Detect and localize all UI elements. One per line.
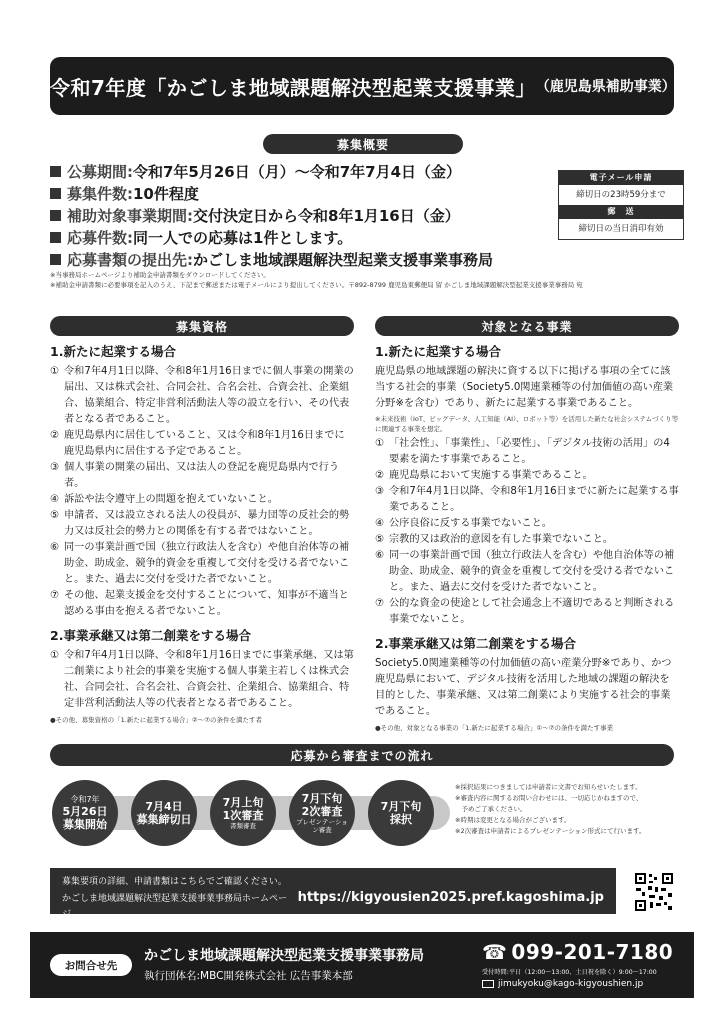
title-banner [50,57,674,115]
square-bullet-icon [50,232,61,243]
step-date: 7月下旬 [380,800,422,813]
flow-notes [455,782,685,837]
phone-text: 099-201-7180 [511,940,674,964]
list-item [50,492,354,508]
info-text: 募集要項の詳細、申請書類はこちらでご確認ください。 [62,877,287,887]
step-detail: 書類審査 [230,822,256,830]
item-number: ⑥ [375,550,385,561]
item-text: 宗教的又は政治的意図を有した事業でないこと。 [389,534,614,545]
step-label: 採択 [390,813,412,826]
item-number: ④ [50,494,60,505]
target-section1-title: 1.新たに起業する場合 [375,344,501,359]
flow-note: ※審査内容に関するお問い合わせには、一切応じかねますので、 [455,794,643,802]
item-number: ① [50,650,60,661]
square-bullet-icon [50,188,61,199]
target-section2-title: 2.事業承継又は第二創業をする場合 [375,636,576,651]
step-date: 5月26日 [62,805,108,818]
flow-heading: 応募から審査までの流れ [50,744,674,766]
target-intro: 鹿児島県の地域課題の解決に資する以下に掲げる事項の全てに該当する社会的事業（Society5.0関連業種等の付加価値の高い産業分野※を含む）であり、新たに起業する事業であること。 [375,366,674,409]
target-footnote: ※未来技術（IoT、ビッグデータ、人工知能（AI）、ロボット等）を活用した新たな社会システムづくり等に関連する事業を想定。 [375,415,679,433]
list-item [375,548,679,596]
list-item [50,364,354,428]
mail-deadline: 締切日の当日消印有効 [578,224,664,234]
target-heading: 対象となる事業 [375,316,679,336]
target-section [375,340,679,732]
overview-value: 同一人での応募は1件とします。 [133,228,353,247]
item-text: 同一の事業計画で国（独立行政法人を含む）や他自治体等の補助金、助成金、競争的資金を重複して交付を受ける者でないこと。また、過去に交付を受けた者でないこと。 [389,550,675,593]
page-subtitle: （鹿児島県補助事業） [535,79,676,95]
overview-line [50,248,674,270]
overview-value: 交付決定日から令和8年1月16日（金） [193,206,460,225]
square-bullet-icon [50,210,61,221]
flow-step [368,780,434,846]
overview-label: 応募件数: [67,228,133,247]
item-number: ④ [375,518,385,529]
item-text: 申請者、又は設立される法人の役員が、暴力団等の反社会的勢力又は反社会的勢力との関係を有する者ではないこと。 [64,510,350,537]
list-item [375,484,679,516]
step-date: 7月上旬 [222,796,264,809]
flow-note: ※2次審査は申請者によるプレゼンテーション形式にて行います。 [455,827,646,835]
step-date: 7月4日 [145,800,183,813]
eligibility-heading: 募集資格 [50,316,354,336]
step-label: 2次審査 [301,805,343,818]
step-date: 7月下旬 [301,792,343,805]
flow-note: 予めご了承ください。 [455,805,527,813]
item-number: ② [375,470,385,481]
overview-note: ※補助金申請書類に必要事項を記入のうえ、下記まで郵送または電子メールにより提出してください。〒892-8799 鹿児島東郵便局 留 かごしま地域課題解決型起業支援事業事務局 宛 [50,281,583,289]
overview-note: ※当事務局ホームページより補助金申請書類をダウンロードしてください。 [50,271,270,279]
square-bullet-icon [50,254,61,265]
item-text: 同一の事業計画で国（独立行政法人を含む）や他自治体等の補助金、助成金、競争的資金を重複して交付を受ける者でないこと。また、過去に交付を受けた者でないこと。 [64,542,350,585]
list-item [50,648,354,712]
email-heading: 電子メール申請 [559,171,683,185]
eligibility-section2-title: 2.事業承継又は第二創業をする場合 [50,628,251,643]
item-number: ③ [375,486,385,497]
overview-value: 令和7年5月26日（月）〜令和7年7月4日（金） [133,162,462,181]
website-link[interactable]: https://kigyousien2025.pref.kagoshima.jp [297,890,604,905]
item-number: ① [375,438,385,449]
list-item [50,508,354,540]
info-url-line [62,890,604,923]
item-text: 訴訟や法令遵守上の問題を抱えていないこと。 [64,494,278,505]
overview-heading: 募集概要 [263,134,463,154]
eligibility-note: ●その他、募集資格の「1.新たに起業する場合」②〜⑦の条件を満たす者 [50,716,263,724]
item-text: 令和7年4月1日以降、令和8年1月16日までに個人事業の開業の届出、又は株式会社、合同会社、合名会社、合資会社、企業組合、協業組合、特定非営利活動法人等の設立を行い、その代表者となる者であること。 [64,366,354,425]
envelope-icon [482,980,494,988]
email-deadline: 締切日の23時59分まで [576,190,666,200]
square-bullet-icon [50,166,61,177]
overview-value: 10件程度 [133,184,199,203]
eligibility-section1-title: 1.新たに起業する場合 [50,344,176,359]
step-year: 令和7年 [70,795,100,804]
item-text: 鹿児島県内に居住していること、又は令和8年1月16日までに鹿児島県内に居住する予定であること。 [64,430,345,457]
overview-label: 募集件数: [67,184,133,203]
flow-step [52,780,118,846]
overview-value: かごしま地域課題解決型起業支援事業事務局 [193,250,494,269]
item-text: 令和7年4月1日以降、令和8年1月16日までに新たに起業する事業であること。 [389,486,679,513]
list-item [50,460,354,492]
item-text: 令和7年4月1日以降、令和8年1月16日までに事業承継、又は第二創業により社会的事業を実施する個人事業主若しくは株式会社、合同会社、合名会社、合資会社、企業組合、協業組合、特定非営利活動法人等の代表者となる者であること。 [64,650,354,709]
item-text: 公的な資金の使途として社会通念上不適切であると判断される事業でないこと。 [389,598,675,625]
qr-code-icon [634,872,674,912]
item-text: その他、起業支援金を交付することについて、知事が不適当と認める事由を抱える者でないこと。 [64,590,349,617]
item-text: 「社会性」、「事業性」、「必要性」、「デジタル技術の活用」の4要素を満たす事業であること。 [389,438,670,465]
flow-step [131,780,197,846]
phone-number[interactable] [482,940,673,964]
item-text: 公序良俗に反する事業でないこと。 [389,518,552,529]
overview-label: 応募書類の提出先: [67,250,193,269]
contact-label: お問合せ先 [50,954,132,976]
submission-box [558,170,684,240]
list-item [375,468,679,484]
flow-step [289,780,355,846]
item-number: ③ [50,462,60,473]
office-name: かごしま地域課題解決型起業支援事業事務局 [144,948,424,964]
page-title: 令和7年度「かごしま地域課題解決型起業支援事業」 [50,75,536,100]
step-label: 募集開始 [63,818,107,831]
flow-note: ※採択結果につきましては申請者に文書でお知らせいたします。 [455,783,642,791]
flow-step [210,780,276,846]
list-item [50,540,354,588]
step-detail: プレゼンテーション審査 [296,818,348,834]
eligibility-section [50,340,354,724]
email-text: jimukyoku@kago-kigyoushien.jp [498,979,644,989]
target-note: ●その他、対象となる事業の「1.新たに起業する場合」①〜⑦の条件を満たす事業 [375,724,614,732]
item-number: ⑦ [375,598,385,609]
list-item [375,516,679,532]
item-number: ① [50,366,60,377]
email-address[interactable] [482,979,643,989]
item-number: ⑥ [50,542,60,553]
item-number: ② [50,430,60,441]
item-text: 鹿児島県において実施する事業であること。 [389,470,593,481]
overview-label: 公募期間: [67,162,133,181]
step-label: 1次審査 [222,809,264,822]
target-section2-text: Society5.0関連業種等の付加価値の高い産業分野※であり、かつ鹿児島県において、デジタル技術を活用した地域の課題の解決を目的とした、事業承継、又は第二創業により実施する社会的事業であること。 [375,658,672,717]
info-bar [50,868,616,920]
list-item [50,588,354,620]
item-number: ⑦ [50,590,60,601]
item-text: 個人事業の開業の届出、又は法人の登記を鹿児島県内で行う者。 [64,462,340,489]
office-hours: 受付時間:平日（12:00〜13:00、土日祝を除く）9:00〜17:00 [482,969,657,976]
phone-icon: ☎ [482,940,508,964]
item-number: ⑤ [50,510,60,521]
info-site-label: かごしま地域課題解決型起業支援事業事務局ホームページ [62,894,288,920]
item-number: ⑤ [375,534,385,545]
list-item [375,532,679,548]
list-item [375,436,679,468]
list-item [50,428,354,460]
step-label: 募集締切日 [136,813,192,826]
contact-footer [30,932,694,998]
mail-heading: 郵 送 [559,205,683,219]
list-item [375,596,679,628]
executing-body: 執行団体名:MBC開発株式会社 広告事業本部 [144,970,353,982]
flow-note: ※時期は変更となる場合がございます。 [455,816,571,824]
overview-label: 補助対象事業期間: [67,206,193,225]
